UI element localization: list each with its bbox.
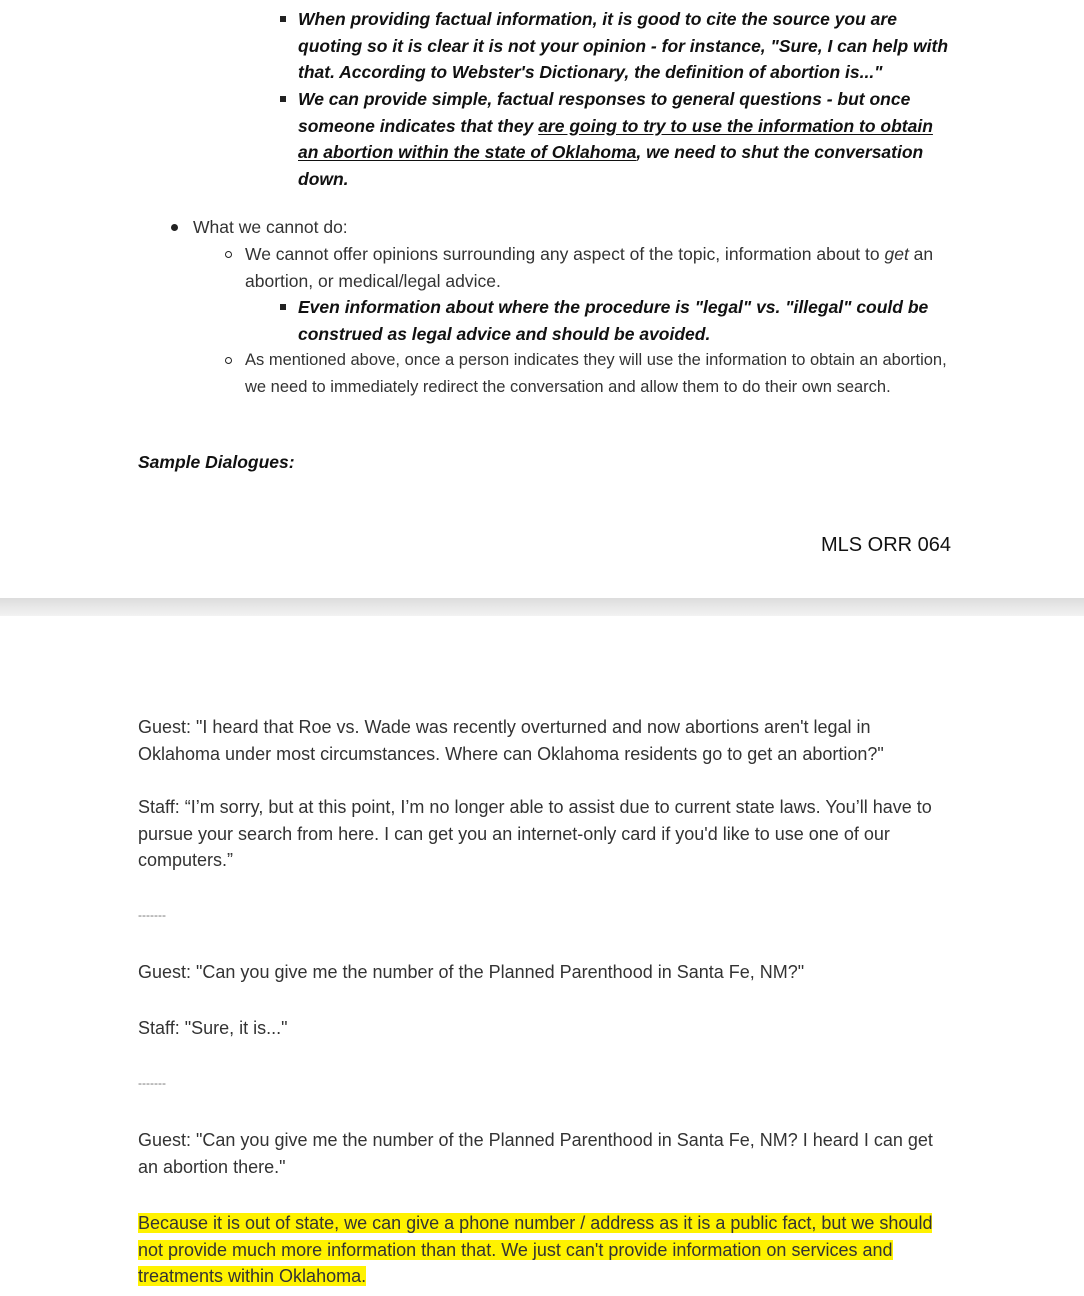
bullet-legal-advice: Even information about where the procedure is "legal" vs. "illegal" could be construed as legal advice and should be avoided. — [298, 297, 929, 344]
bullet-simple-responses: We can provide simple, factual responses to general questions - but once someone indicates that they are going to try to use the information to obtain an abortion within the state of Oklahoma, we need to shut the conversation down. — [298, 89, 933, 189]
highlighted-line: Because it is out of state, we can give a phone number / address as it is a public fact, but we should — [138, 1213, 933, 1233]
underlined-phrase: are going to try to use the information to obtain an abortion within the state of Oklahoma — [298, 115, 933, 162]
cannot-item-opinions: We cannot offer opinions surrounding any aspect of the topic, information about to get an abortion, or medical/legal advice. — [245, 244, 934, 291]
dialogue-2-staff: Staff: "Sure, it is..." — [138, 1018, 288, 1038]
hollow-bullet-icon — [225, 251, 232, 258]
cannot-do-heading: What we cannot do: — [193, 217, 348, 237]
document-page-2 — [0, 616, 1084, 1296]
dialogue-3-guest: Guest: "Can you give me the number of the Planned Parenthood in Santa Fe, NM? I heard I can get an abortion there." — [138, 1130, 933, 1177]
dialogue-separator: ------- — [138, 908, 166, 922]
document-page-1 — [0, 0, 1084, 598]
cannot-item-redirect: As mentioned above, once a person indicates they will use the information to obtain an abortion, we need to immediately redirect the conversation and allow them to do their own search. — [245, 351, 947, 396]
square-bullet-icon — [280, 96, 286, 102]
highlighted-line: treatments within Oklahoma. — [138, 1266, 367, 1286]
highlighted-guidance — [138, 1210, 968, 1290]
dialogue-separator: ------- — [138, 1076, 166, 1090]
square-bullet-icon — [280, 16, 286, 22]
page-break — [0, 598, 1084, 616]
dialogue-1-guest: Guest: "I heard that Roe vs. Wade was recently overturned and now abortions aren't legal in Oklahoma under most circumstances. Where can Oklahoma residents go to get an abortion?" — [138, 717, 884, 764]
dialogue-1-staff: Staff: “I’m sorry, but at this point, I’m no longer able to assist due to current state laws. You’ll have to pursue your search from here. I can get you an internet-only card if you'd like to use one of our computers.” — [138, 797, 932, 870]
dialogue-2-guest: Guest: "Can you give me the number of the Planned Parenthood in Santa Fe, NM?" — [138, 962, 805, 982]
round-bullet-icon — [171, 224, 178, 231]
hollow-bullet-icon — [225, 357, 232, 364]
sample-dialogues-heading: Sample Dialogues: — [138, 452, 295, 472]
bullet-cite-source: When providing factual information, it is good to cite the source you are quoting so it is clear it is not your opinion - for instance, "Sure, I can help with that. According to Webster's Dictionary, the definition of abortion is..." — [298, 9, 949, 82]
highlighted-line: not provide much more information than that. We just can't provide information on services and — [138, 1239, 893, 1260]
document-footer-code: MLS ORR 064 — [821, 534, 952, 556]
square-bullet-icon — [280, 304, 286, 310]
